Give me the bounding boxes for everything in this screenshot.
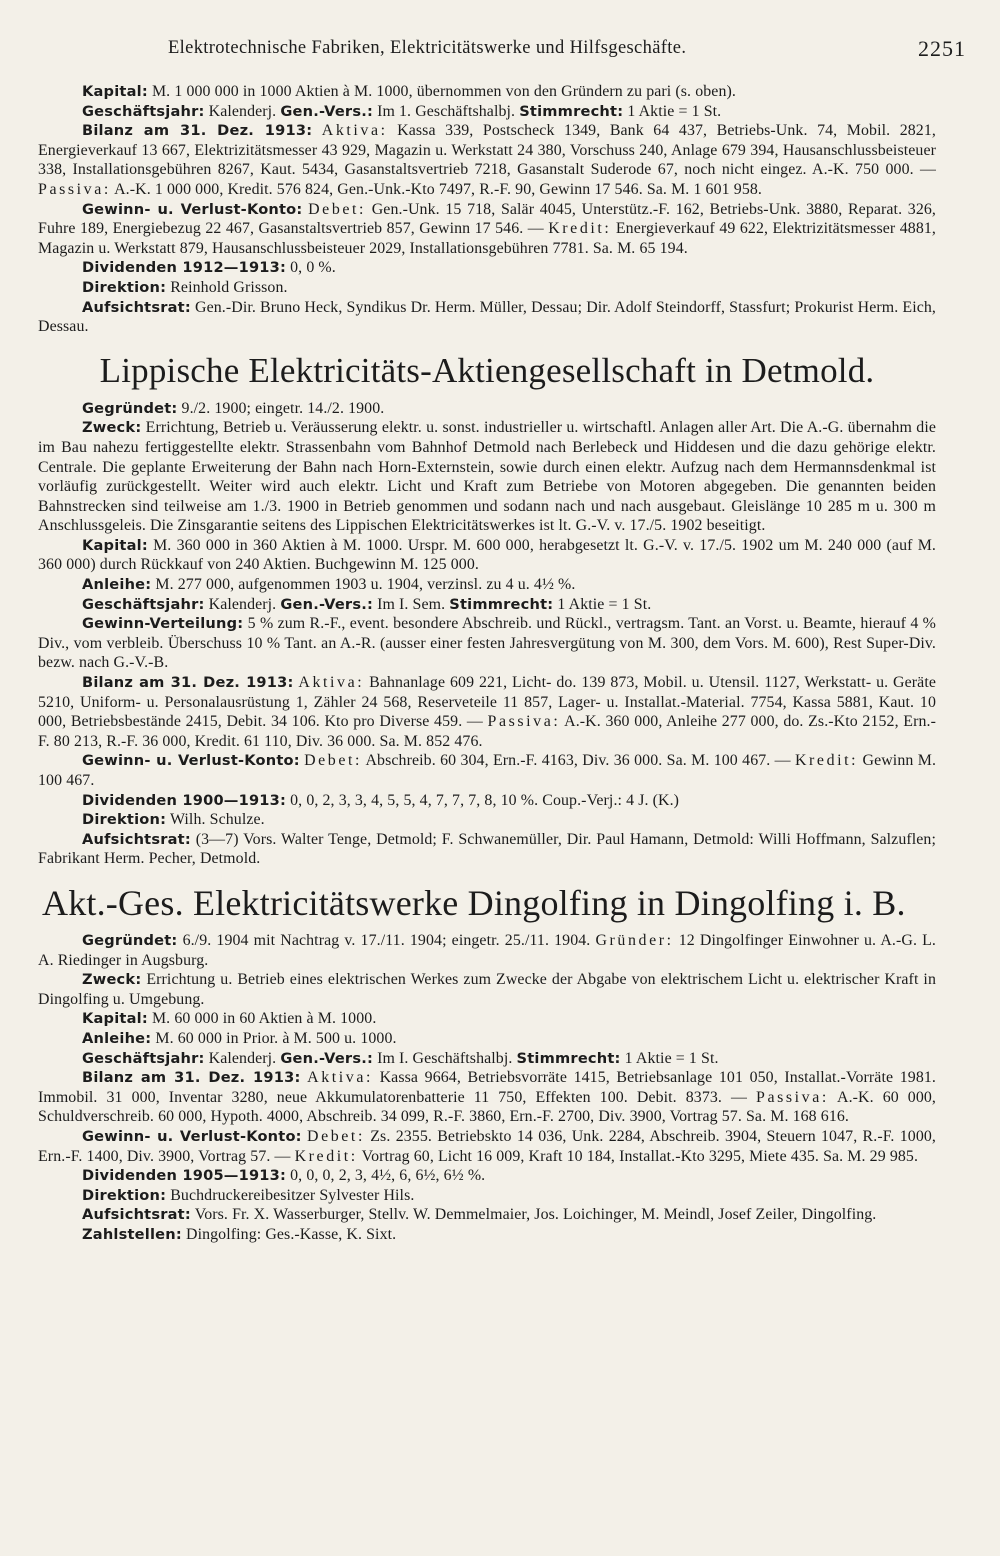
dividenden-label: Dividenden 1905—1913: xyxy=(82,1167,287,1185)
kapital-paragraph xyxy=(38,536,936,575)
stimmrecht-label: Stimmrecht: xyxy=(449,595,554,613)
dividenden-text: 0, 0 %. xyxy=(290,259,336,277)
zweck-text: Errichtung, Betrieb u. Veräusserung elektr. u. sonst. industrieller u. wirtschaftl. Anlagen aller Art. Die A.-G. übernahm die im Bau nahezu fertiggestellte elektr. Strassenbahn vom Bahnhof Detmold nach Berlebeck und Hiddesen und die dazu gehörige elektr. Centrale. Die geplante Erweiterung der Bahn nach Horn-Externstein, sowie durch einen elektr. Aufzug nach dem Hermannsdenkmal ist vorläufig zurückgestellt. Weiter wird auch elektr. Licht und Kraft zum Betriebe von Motoren abgegeben. Die genannten beiden Bahnstrecken sind teilweise am 1./3. 1900 in Betrieb genommen und sodann nach und nach ausgebaut. Gleislänge 10 285 m u. 300 m Anschlussgeleis. Die Zinsgarantie seitens des Lippischen Elektricitätswerkes ist lt. G.-V. v. 17./5. 1902 beseitigt. xyxy=(38,419,936,535)
direktion-label: Direktion: xyxy=(82,1186,167,1204)
anleihe-text: M. 277 000, aufgenommen 1903 u. 1904, verzinsl. zu 4 u. 4½ %. xyxy=(155,576,576,594)
gewinn-verlust-paragraph xyxy=(38,751,936,790)
kapital-text: M. 360 000 in 360 Aktien à M. 1000. Urspr. M. 600 000, herabgesetzt lt. G.-V. v. 17./5. 1902 um M. 240 000 (auf M. 360 000) durch Rückkauf von 240 Aktien. Buchgewinn M. 125 000. xyxy=(38,536,937,574)
dividenden-paragraph xyxy=(38,1166,936,1186)
debet-label: Debet: xyxy=(307,1127,365,1145)
zweck-label: Zweck: xyxy=(82,419,142,437)
bilanz-label: Bilanz am 31. Dez. 1913: xyxy=(82,1069,301,1087)
zahlstellen-text: Dingolfing: Ges.-Kasse, K. Sixt. xyxy=(186,1225,397,1243)
gen-vers-label: Gen.-Vers.: xyxy=(280,595,373,613)
gewinn-verlust-label: Gewinn- u. Verlust-Konto: xyxy=(82,1127,302,1145)
kapital-label: Kapital: xyxy=(82,1010,148,1028)
direktion-paragraph xyxy=(38,278,936,298)
aktiva-label: Aktiva: xyxy=(307,1069,373,1087)
kredit-label: Kredit: xyxy=(548,220,612,238)
debet-label: Debet: xyxy=(304,752,363,770)
gegruendet-label: Gegründet: xyxy=(82,931,178,949)
zweck-text: Errichtung u. Betrieb eines elektrischen Werkes zum Zwecke der Abgabe von elektrischem Licht u. elektrischer Kraft in Dingolfing u. Umgebung. xyxy=(38,971,936,1008)
aktiva-label: Aktiva: xyxy=(298,674,365,692)
kredit-label: Kredit: xyxy=(294,1147,358,1165)
kapital-text: M. 1 000 000 in 1000 Aktien à M. 1000, übernommen von den Gründern zu pari (s. oben). xyxy=(151,83,736,100)
direktion-label: Direktion: xyxy=(82,811,167,829)
running-head xyxy=(38,34,966,74)
aufsichtsrat-label: Aufsichtsrat: xyxy=(82,830,191,848)
kredit-label: Kredit: xyxy=(794,752,859,770)
debet-text: Zs. 2355. Betriebskto 14 036, Unk. 2284, Abschreib. 3904, Steuern 1047, R.-F. 1000, Ern.-F. 1400, Div. 3900, Vortrag 57. — xyxy=(38,1127,936,1165)
anleihe-paragraph xyxy=(38,1029,936,1049)
aufsichtsrat-paragraph xyxy=(38,1205,936,1225)
aufsichtsrat-paragraph xyxy=(38,298,936,337)
geschaeftsjahr-label: Geschäftsjahr: xyxy=(82,595,205,613)
bilanz-passiva-text: A.-K. 360 000, Anleihe 277 000, do. Zs.-Kto 2152, Ern.-F. 80 213, R.-F. 36 000, Kredit. 61 110, Div. 36 000. Sa. M. 852 476. xyxy=(38,713,936,750)
bilanz-paragraph xyxy=(38,1068,936,1127)
dividenden-label: Dividenden 1912—1913: xyxy=(82,259,287,277)
bilanz-aktiva-text: Kassa 339, Postscheck 1349, Bank 64 437, Betriebs-Unk. 74, Mobil. 2821, Energieverkauf 13 667, Elektrizitätsmesser 43 929, Magazin u. Werkstatt 24 380, Vorschuss 240, Anlage 679 394, Hausanschlussbeisteuer 338, Installationsgebühren 8267, Kaut. 5434, Gasanstaltsvertrieb 7218, Gasanstalt Suderode 67, noch nicht eingez. A.-K. 750 000. — xyxy=(38,122,936,179)
coupon-verjaehrung: Coup.-Verj.: 4 J. (K.) xyxy=(542,791,680,809)
zahlstellen-label: Zahlstellen: xyxy=(82,1225,182,1243)
stimmrecht-label: Stimmrecht: xyxy=(519,102,624,120)
gen-vers-label: Gen.-Vers.: xyxy=(280,102,373,120)
zahlstellen-paragraph xyxy=(38,1225,936,1245)
dividenden-paragraph xyxy=(38,258,936,278)
direktion-label: Direktion: xyxy=(82,278,167,296)
aufsichtsrat-text: Gen.-Dir. Bruno Heck, Syndikus Dr. Herm. Müller, Dessau; Dir. Adolf Steindorff, Stassfurt; Prokurist Herm. Eich, Dessau. xyxy=(38,298,936,336)
gegruendet-label: Gegründet: xyxy=(82,399,178,417)
running-title: Elektrotechnische Fabriken, Elektricitätswerke und Hilfsgeschäfte. xyxy=(168,38,687,58)
aufsichtsrat-label: Aufsichtsrat: xyxy=(82,1206,191,1224)
direktion-text: Wilh. Schulze. xyxy=(169,811,265,829)
gegruendet-paragraph xyxy=(38,399,936,419)
dividenden-label: Dividenden 1900—1913: xyxy=(82,791,287,809)
bilanz-passiva-text: A.-K. 60 000, Schuldverschreib. 60 000, Hypoth. 4000, Abschreib. 34 099, R.-F. 3860, Ern.-F. 2700, Div. 3900, Vortrag 57. Sa. M. 168 616. xyxy=(38,1088,936,1126)
gewinn-verteilung-text: 5 % zum R.-F., event. besondere Abschreib. und Rückl., vertragsm. Tant. an Vorst. u. Beamte, hierauf 4 % Div., vom verbleib. Überschuss 10 % Tant. an A.-R. (ausser einer festen Jahresvergütung von M. 300, dem Vors. M. 600), Rest Super-Div. bezw. nach G.-V.-B. xyxy=(38,615,937,672)
anleihe-label: Anleihe: xyxy=(82,576,152,594)
geschaeftsjahr-text: Kalenderj. xyxy=(208,595,277,613)
gegruendet-paragraph xyxy=(38,931,936,970)
geschaeftsjahr-text: Kalenderj. xyxy=(208,102,277,120)
direktion-paragraph xyxy=(38,810,936,830)
anleihe-label: Anleihe: xyxy=(82,1029,152,1047)
kredit-text: Energieverkauf 49 622, Elektrizitätsmesser 4881, Magazin u. Werkstatt 879, Hausanschlussbeisteuer 2029, Installationsgebühren 7781. Sa. M. 65 194. xyxy=(38,220,936,257)
company-heading-lippische: Lippische Elektricitäts-Aktiengesellschaft in Detmold. xyxy=(99,350,875,390)
gen-vers-text: Im I. Sem. xyxy=(377,595,446,613)
geschaeftsjahr-label: Geschäftsjahr: xyxy=(82,1049,205,1067)
bilanz-passiva-text: A.-K. 1 000 000, Kredit. 576 824, Gen.-Unk.-Kto 7497, R.-F. 90, Gewinn 17 546. Sa. M. 1 601 958. xyxy=(114,180,762,198)
bilanz-aktiva-text: Bahnanlage 609 221, Licht- do. 139 873, Mobil. u. Utensil. 1127, Werkstatt- u. Geräte 5210, Uniform- u. Personalausrüstung 1, Zähler 24 568, Reserveteile 11 857, Lager- u. Installat.-Material. 7754, Kassa 5881, Kaut. 10 000, Betriebsbestände 2415, Debit. 34 106. Kto pro Diverse 459. — xyxy=(38,674,936,731)
bilanz-paragraph xyxy=(38,121,936,199)
direktion-text: Reinhold Grisson. xyxy=(170,278,288,296)
passiva-label: Passiva: xyxy=(756,1088,829,1106)
stimmrecht-text: 1 Aktie = 1 St. xyxy=(624,1049,719,1067)
gewinn-verteilung-paragraph xyxy=(38,614,936,673)
gruender-text: 12 Dingolfinger Einwohner u. A.-G. L. A. Riedinger in Augsburg. xyxy=(38,931,936,969)
company-heading-dingolfing: Akt.-Ges. Elektricitätswerke Dingolfing in Dingolfing i. B. xyxy=(42,882,906,923)
dividenden-paragraph xyxy=(38,791,936,811)
aufsichtsrat-text: Vors. Fr. X. Wasserburger, Stellv. W. Demmelmaier, Jos. Loichinger, M. Meindl, Josef Zeiler, Dingolfing. xyxy=(194,1206,877,1224)
kredit-text: Gewinn M. 100 467. xyxy=(38,752,937,789)
anleihe-text: M. 60 000 in Prior. à M. 500 u. 1000. xyxy=(155,1029,397,1047)
kredit-text: Vortrag 60, Licht 16 009, Kraft 10 184, Installat.-Kto 3295, Miete 435. Sa. M. 29 985. xyxy=(361,1147,919,1165)
direktion-text: Buchdruckereibesitzer Sylvester Hils. xyxy=(170,1186,415,1204)
passiva-label: Passiva: xyxy=(38,180,111,198)
gewinn-verlust-paragraph xyxy=(38,1127,936,1166)
kapital-paragraph xyxy=(38,1009,936,1029)
kapital-text: M. 60 000 in 60 Aktien à M. 1000. xyxy=(151,1010,377,1028)
geschaeftsjahr-paragraph xyxy=(38,1049,936,1069)
bilanz-label: Bilanz am 31. Dez. 1913: xyxy=(82,122,313,140)
kapital-label: Kapital: xyxy=(82,83,148,100)
aufsichtsrat-label: Aufsichtsrat: xyxy=(82,298,191,316)
gewinn-verteilung-label: Gewinn-Verteilung: xyxy=(82,615,244,633)
debet-text: Abschreib. 60 304, Ern.-F. 4163, Div. 36 000. Sa. M. 100 467. — xyxy=(365,752,791,770)
passiva-label: Passiva: xyxy=(487,713,561,731)
direktion-paragraph xyxy=(38,1186,936,1206)
dividenden-text: 0, 0, 0, 2, 3, 4½, 6, 6½, 6½ %. xyxy=(290,1167,486,1185)
stimmrecht-text: 1 Aktie = 1 St. xyxy=(627,102,722,120)
entry-dingolfing xyxy=(38,931,936,1245)
bilanz-aktiva-text: Kassa 9664, Betriebsvorräte 1415, Betriebsanlage 101 050, Installat.-Vorräte 1981. Immobil. 31 000, Inventar 3280, neue Akkumulatorenbatterie 11 750, Effekten 100. Debit. 8373. — xyxy=(38,1069,936,1106)
kapital-label: Kapital: xyxy=(82,536,148,554)
gegruendet-text: 6./9. 1904 mit Nachtrag v. 17./11. 1904; eingetr. 25./11. 1904. xyxy=(182,931,591,949)
geschaeftsjahr-text: Kalenderj. xyxy=(208,1049,277,1067)
gewinn-verlust-label: Gewinn- u. Verlust-Konto: xyxy=(82,752,300,770)
kapital-paragraph xyxy=(38,82,936,102)
gen-vers-text: Im I. Geschäftshalbj. xyxy=(377,1049,513,1067)
zweck-label: Zweck: xyxy=(82,971,142,989)
debet-text: Gen.-Unk. 15 718, Salär 4045, Unterstütz.-F. 162, Betriebs-Unk. 3880, Reparat. 326, Fuhre 189, Energiebezug 22 467, Gasanstaltsvertrieb 857, Gewinn 17 546. — xyxy=(38,200,937,238)
gewinn-verlust-paragraph xyxy=(38,200,936,259)
stimmrecht-label: Stimmrecht: xyxy=(516,1049,621,1067)
gen-vers-label: Gen.-Vers.: xyxy=(280,1049,373,1067)
stimmrecht-text: 1 Aktie = 1 St. xyxy=(557,595,652,613)
aufsichtsrat-paragraph xyxy=(38,830,936,869)
bilanz-label: Bilanz am 31. Dez. 1913: xyxy=(82,674,294,692)
geschaeftsjahr-label: Geschäftsjahr: xyxy=(82,102,205,120)
anleihe-paragraph xyxy=(38,575,936,595)
page-number: 2251 xyxy=(918,36,966,61)
debet-label: Debet: xyxy=(308,200,367,218)
geschaeftsjahr-paragraph xyxy=(38,102,936,122)
bilanz-paragraph xyxy=(38,673,936,751)
gegruendet-text: 9./2. 1900; eingetr. 14./2. 1900. xyxy=(181,399,385,417)
gewinn-verlust-label: Gewinn- u. Verlust-Konto: xyxy=(82,200,303,218)
entry-lippische xyxy=(38,399,936,869)
entry-previous-company xyxy=(38,82,936,337)
dividenden-text: 0, 0, 2, 3, 3, 4, 5, 5, 4, 7, 7, 7, 8, 10 %. xyxy=(290,791,539,809)
zweck-paragraph xyxy=(38,970,936,1009)
aktiva-label: Aktiva: xyxy=(321,122,388,140)
zweck-paragraph xyxy=(38,418,936,536)
gruender-label: Gründer: xyxy=(595,931,674,949)
geschaeftsjahr-paragraph xyxy=(38,595,936,615)
aufsichtsrat-text: (3—7) Vors. Walter Tenge, Detmold; F. Schwanemüller, Dir. Paul Hamann, Detmold: Willi Hoffmann, Salzuflen; Fabrikant Herm. Pecher, Detmold. xyxy=(38,830,936,868)
gen-vers-text: Im 1. Geschäftshalbj. xyxy=(377,102,516,120)
